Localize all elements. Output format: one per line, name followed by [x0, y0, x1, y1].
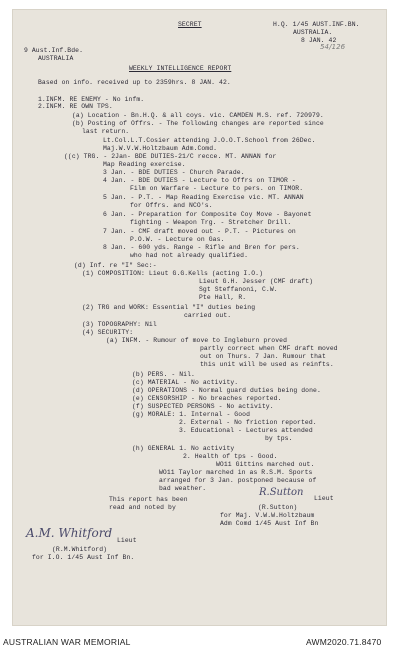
report-line: (h) GENERAL 1. No activity [132, 445, 235, 452]
report-line: WO11 Taylor marched in as R.S.M. Sports [159, 469, 313, 476]
report-line: Lieut G.H. Jesser (CMF draft) [199, 278, 314, 285]
secret-marking: SECRET [178, 21, 202, 28]
report-line: (c) MATERIAL - No activity. [132, 379, 239, 386]
report-line: (2) TRG and WORK: Essential "I" duties being [82, 304, 256, 311]
report-line: 5 Jan. - P.T. - Map Reading Exercise vic. MT. ANNAN [103, 194, 304, 201]
report-date: 8 JAN. 42 [301, 37, 337, 44]
report-line: for Offrs. and NCO's. [130, 202, 213, 209]
report-line: last return. [82, 128, 130, 135]
noted-by-line-2: read and noted by [109, 504, 176, 511]
report-line: 2. Health of tps - Good. [183, 453, 278, 460]
addressee-line-2: AUSTRALIA [38, 55, 74, 62]
report-line: 2.INFM. RE OWN TPS. [38, 103, 113, 110]
signature-left-name: (R.M.Whitford) [52, 546, 108, 553]
report-line: ((c) TRG. - 2Jan- BDE DUTIES-21/C recce. MT. ANNAN for [64, 153, 277, 160]
report-line: 4 Jan. - BDE DUTIES - Lecture to Offrs on TIMOR - [103, 177, 296, 184]
archive-footer [0, 633, 401, 653]
report-line: Lt.Col.L.T.Cosier attending J.O.O.T.School from 26Dec. [103, 137, 316, 144]
report-line: fighting - Weapon Trg. - Stretcher Drill. [130, 219, 292, 226]
report-line: (b) PERS. - Nil. [132, 371, 195, 378]
report-line: Pte Hall, R. [199, 294, 247, 301]
report-line: (f) SUSPECTED PERSONS - No activity. [132, 403, 274, 410]
report-line: (1) COMPOSITION: Lieut G.G.Kells (acting I.O.) [82, 270, 264, 277]
report-line: (3) TOPOGRAPHY: Nil [82, 321, 157, 328]
hq-line: H.Q. 1/45 AUST.INF.BN. [273, 21, 360, 28]
report-line: (d) OPERATIONS - Normal guard duties being done. [132, 387, 321, 394]
report-line: WO11 Gittins marched out. [216, 461, 315, 468]
report-line: 7 Jan. - CMF draft moved out - P.T. - Pictures on [103, 228, 296, 235]
country-line: AUSTRALIA. [293, 29, 333, 36]
report-line: 3 Jan. - BDE DUTIES - Church Parade. [103, 169, 245, 176]
report-line: bad weather. [159, 485, 207, 492]
archive-item-id: AWM2020.71.8470 [306, 637, 382, 647]
report-line: who had not already qualified. [130, 252, 249, 259]
report-line: arranged for 3 Jan. postponed because of [159, 477, 317, 484]
report-line: 1.INFM. RE ENEMY - No infm. [38, 96, 145, 103]
report-line: Based on info. received up to 2359hrs. 8 JAN. 42. [38, 79, 231, 86]
signature-right-rank: Lieut [314, 495, 334, 502]
report-line: 8 Jan. - 600 yds. Range - Rifle and Bren for pers. [103, 244, 300, 251]
report-line: (a) INFM. - Rumour of move to Ingleburn proved [106, 337, 288, 344]
report-line: (a) Location - Bn.H.Q. & all coys. vic. CAMDEN M.S. ref. 720979. [72, 112, 324, 119]
report-line: (g) MORALE: 1. Internal - Good [132, 411, 251, 418]
signature-sutton: R.Sutton [259, 487, 304, 498]
addressee-line-1: 9 Aust.Inf.Bde. [24, 47, 84, 54]
report-line: (b) Posting of Offrs. - The following changes are reported since [72, 120, 324, 127]
report-line: Film on Warfare - Lecture to pers. on TIMOR. [130, 185, 304, 192]
report-line: partly correct when CMF draft moved [200, 345, 338, 352]
report-line: (d) Inf. re "I" Sec:- [74, 262, 157, 269]
archive-name: AUSTRALIAN WAR MEMORIAL [3, 637, 131, 647]
signature-left-rank: Lieut [117, 537, 137, 544]
report-line: 3. Educational - Lectures attended [179, 427, 313, 434]
report-line: carried out. [184, 312, 232, 319]
report-line: Maj.W.V.W.Holtzbaum Adm.Comd. [103, 145, 218, 152]
report-line: P.O.W. - Lecture on Gas. [130, 236, 225, 243]
report-line: by tps. [265, 435, 293, 442]
report-line: (e) CENSORSHIP - No breaches reported. [132, 395, 282, 402]
signature-right-command: Adm Comd 1/45 Aust Inf Bn [220, 520, 319, 527]
signature-right-for: for Maj. V.W.W.Holtzbaum [220, 512, 315, 519]
noted-by-line-1: This report has been [109, 496, 188, 503]
signature-right-name: (R.Sutton) [258, 504, 298, 511]
report-line: 2. External - No friction reported. [179, 419, 317, 426]
pencil-reference: 54/126 [320, 43, 346, 51]
report-line: (4) SECURITY: [82, 329, 134, 336]
report-line: this unit will be used as reinfts. [200, 361, 334, 368]
report-line: Map Reading exercise. [103, 161, 186, 168]
report-line: out on Thurs. 7 Jan. Rumour that [200, 353, 326, 360]
signature-left-for: for I.O. 1/45 Aust Inf Bn. [32, 554, 135, 561]
signature-whitford: A.M. Whitford [26, 526, 113, 540]
report-line: Sgt Steffanoni, C.W. [199, 286, 278, 293]
report-title: WEEKLY INTELLIGENCE REPORT [129, 65, 232, 72]
report-line: 6 Jan. - Preparation for Composite Coy Move - Bayonet [103, 211, 312, 218]
